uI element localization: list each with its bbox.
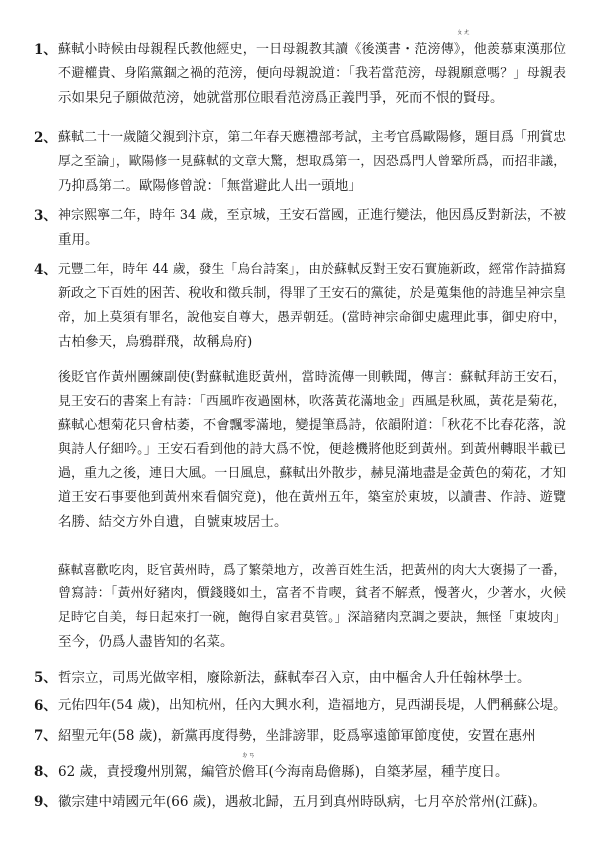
text-line: 元豐二年，時年 44 歲，發生「烏台詩案」，由於蘇軾反對王安石實施新政，經常作詩描寫 [58, 262, 566, 277]
item-body [58, 666, 566, 690]
item-body [58, 204, 566, 252]
text-line: 厚之至論」，歐陽修一見蘇軾的文章大驚，想取爲第一，因恐爲門人曾鞏所爲，而招非議， [58, 154, 566, 169]
text-line: 新政之下百姓的困苦、稅收和徵兵制，得罪了王安石的黨徒，於是蒐集他的詩進呈神宗皇 [58, 286, 566, 301]
text-line: 紹聖元年(58 歲)，新黨再度得勢，坐誹謗罪，貶爲寧遠節軍節度使，安置在惠州 [58, 728, 536, 744]
text-segment: 62 歲，責授瓊州別駕，編管於 [58, 764, 242, 780]
item-number: 7、 [34, 728, 57, 744]
text-line: 蘇軾喜歡吃肉，貶官黃州時，爲了繁榮地方，改善百姓生活，把黃州的肉大大褒揚了一番， [58, 562, 566, 577]
text-line: 蘇軾二十一歲隨父親到汴京，第二年春天應禮部考試，主考官爲歐陽修，題目爲「刑賞忠 [58, 130, 566, 145]
text-line: 神宗熙寧二年，時年 34 歲，至京城，王安石當國，正進行變法，他因爲反對新法，不被 [58, 208, 566, 223]
phonetic-annotation: ㄉㄢ [241, 751, 256, 759]
text-line: 帝，加上莫須有罪名，說他妄自尊大，愚弄朝廷。(當時神宗命御史處理此事，御史府中， [58, 310, 566, 325]
text-segment: 耳(今海南島儋縣)，自築茅屋，種芋度日。 [254, 764, 509, 780]
text-line: 見王安石的書案上有詩：「西風昨夜過園林，吹落黃花滿地金」西風是秋風，黃花是菊花， [58, 394, 566, 409]
ruby-base: 儋 [241, 764, 255, 780]
item-body [58, 126, 566, 198]
text-line: 過，重九之後，連日大風。一日風息，蘇軾出外散步，赫見滿地盡是金黃色的菊花，才知 [58, 466, 566, 481]
text-line: 名勝、結交方外自遺，自號東坡居士。 [58, 514, 288, 530]
item-body [58, 724, 566, 748]
text-line: 與詩人仔細吟。」王安石看到他的詩大爲不悅，便趁機將他貶到黃州。到黃州轉眼半載已 [58, 442, 566, 457]
sub-paragraph-2 [58, 558, 566, 654]
text-line: 元佑四年(54 歲)，出知杭州，任內大興水利，造福地方，見西湖長堤，人們稱蘇公堤。 [58, 698, 567, 713]
item-number: 6、 [34, 698, 57, 714]
text-line [58, 751, 566, 784]
item-body [58, 38, 566, 110]
text-line: 至今，仍爲人盡皆知的名菜。 [58, 634, 234, 650]
text-line: 蘇軾心想菊花只會枯萎，不會飄零滿地，變提筆爲詩，依韻附道：「秋花不比春花落，說 [58, 418, 566, 433]
item-number: 8、 [34, 764, 57, 780]
text-line: 哲宗立，司馬光做宰相，廢除新法，蘇軾奉召入京，由中樞舍人升任翰林學士。 [58, 670, 531, 686]
item-body [58, 258, 566, 354]
text-line: 示如果兒子願做范滂，她就當那位眼看范滂爲正義門爭，死而不恨的賢母。 [58, 90, 504, 106]
item-number: 1、 [34, 42, 57, 58]
sub-paragraph-1 [58, 366, 566, 534]
text-line: 後貶官作黃州團練副使(對蘇軾進貶黃州，當時流傳一則軼聞，傳言：蘇軾拜訪王安石， [58, 370, 566, 385]
item-number: 4、 [34, 262, 57, 278]
item-number: 3、 [34, 208, 57, 224]
item-number: 2、 [34, 130, 57, 146]
item-number: 9、 [34, 794, 57, 810]
phonetic-annotation: ㄆㄤ [456, 28, 470, 36]
item-number: 5、 [34, 670, 57, 686]
item-body [58, 751, 566, 784]
text-line: 曾寫詩：「黃州好豬肉，價錢賤如土，富者不肯喫，貧者不解煮，慢著火，少著水，火候 [58, 586, 566, 601]
text-line: 重用。 [58, 232, 99, 248]
text-line: 不避權貴、身陷黨錮之禍的范滂，便向母親說道：「我若當范滂，母親願意嗎？」母親表 [58, 66, 566, 81]
text-line: 足時它自美，每日起來打一碗，飽得自家君莫管。」深諳豬肉烹調之要訣，無怪「東坡肉」 [58, 610, 566, 625]
text-line: 徽宗建中靖國元年(66 歲)，遇赦北歸，五月到真州時臥病，七月卒於常州(江蘇)。 [58, 794, 547, 810]
item-body [58, 790, 566, 814]
item-body [58, 694, 566, 718]
text-line: 古柏參天，烏鴉群飛，故稱烏府) [58, 334, 253, 350]
text-line: 蘇軾小時候由母親程氏教他經史，一日母親教其讀《後漢書・范滂傳》，他羨慕東漢那位 [58, 42, 566, 57]
ruby-character [241, 751, 256, 784]
text-line: 乃抑爲第二。歐陽修曾說：「無當避此人出一頭地」 [58, 178, 362, 194]
text-line: 道王安石事要他到黃州來看個究竟)，他在黃州五年，築室於東坡，以讀書、作詩、遊覽 [58, 490, 566, 505]
